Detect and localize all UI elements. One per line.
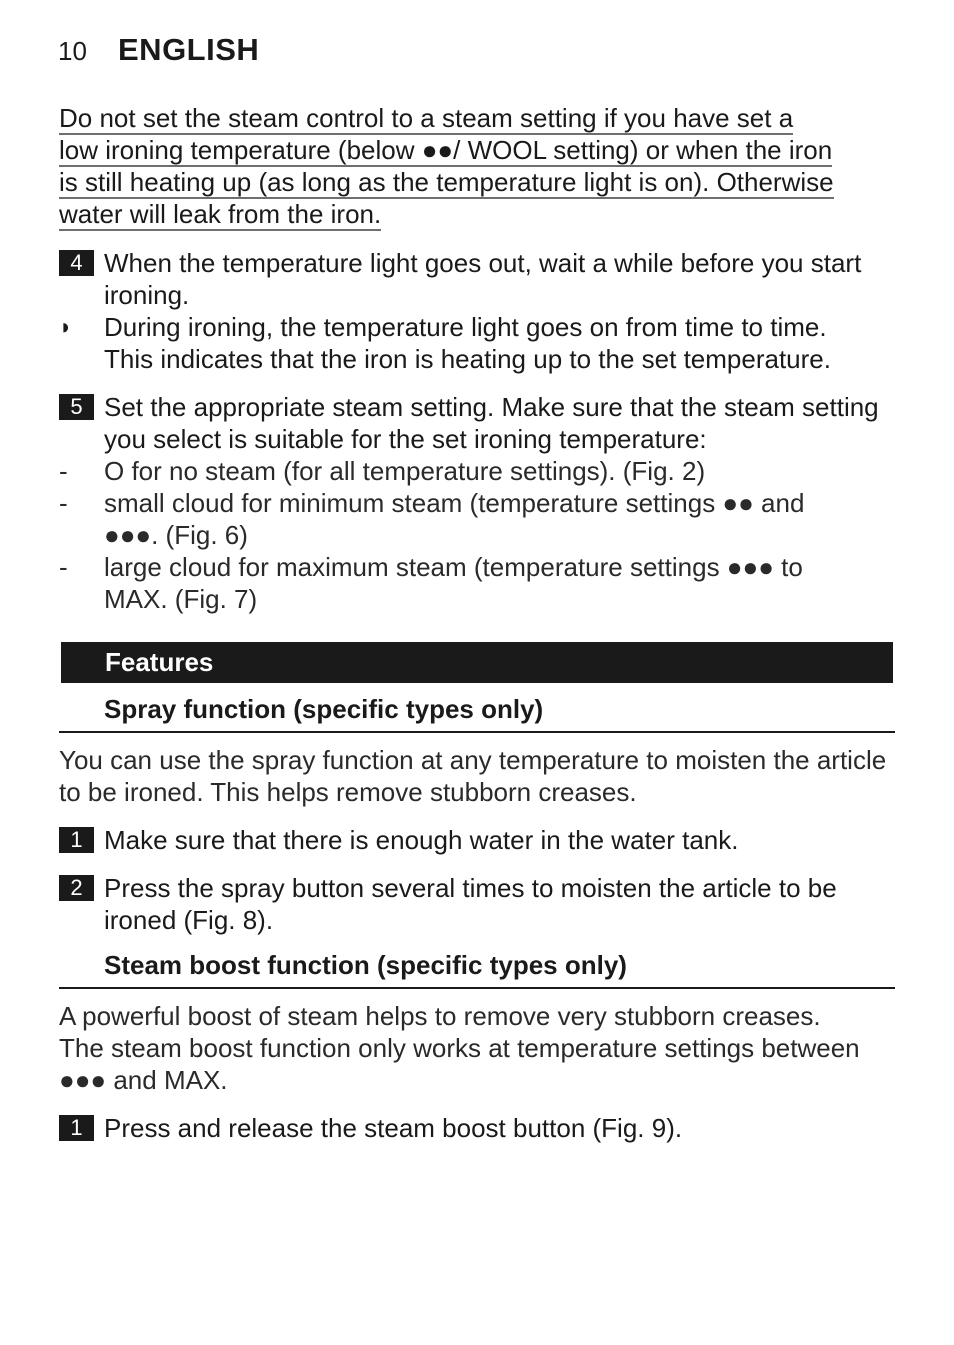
steam-warning bbox=[59, 102, 834, 230]
step-number-badge: 1 bbox=[59, 827, 94, 853]
warning-line: is still heating up (as long as the temperature light is on). Otherwise bbox=[59, 167, 834, 197]
steam-boost-heading bbox=[59, 950, 895, 989]
language-heading: ENGLISH bbox=[118, 32, 260, 67]
features-section-bar bbox=[61, 642, 893, 683]
step-text: ironed (Fig. 8). bbox=[104, 905, 274, 935]
step-5 bbox=[59, 391, 899, 455]
option-text: MAX. (Fig. 7) bbox=[104, 584, 258, 614]
subsection-title: Spray function (specific types only) bbox=[104, 694, 544, 724]
option-text: small cloud for minimum steam (temperature settings ●● and bbox=[104, 488, 805, 518]
step-number-badge: 2 bbox=[59, 875, 94, 901]
note-text: During ironing, the temperature light goes on from time to time. bbox=[104, 312, 827, 342]
intro-line: You can use the spray function at any temperature to moisten the article bbox=[59, 745, 887, 775]
note-text: This indicates that the iron is heating up to the set temperature. bbox=[104, 344, 831, 374]
half-circle-bullet-icon: ◗ bbox=[59, 314, 73, 339]
intro-line: The steam boost function only works at temperature settings between bbox=[59, 1033, 860, 1063]
step-text: ironing. bbox=[104, 280, 190, 310]
note-item bbox=[59, 311, 899, 375]
spray-intro bbox=[59, 744, 899, 808]
intro-line: A powerful boost of steam helps to remove very stubborn creases. bbox=[59, 1001, 821, 1031]
steam-option bbox=[59, 455, 899, 487]
warning-line: low ironing temperature (below ●●/ WOOL setting) or when the iron bbox=[59, 135, 833, 165]
step-text: Set the appropriate steam setting. Make sure that the steam setting bbox=[104, 392, 879, 422]
steam-option bbox=[59, 551, 899, 615]
warning-line: water will leak from the iron. bbox=[59, 199, 382, 229]
step-text: Press and release the steam boost button (Fig. 9). bbox=[104, 1113, 683, 1143]
step-text: Press the spray button several times to moisten the article to be bbox=[104, 873, 837, 903]
step-text: When the temperature light goes out, wait a while before you start bbox=[104, 248, 862, 278]
spray-step-2 bbox=[59, 872, 899, 936]
dash-bullet: - bbox=[59, 552, 68, 582]
warning-line: Do not set the steam control to a steam setting if you have set a bbox=[59, 103, 794, 133]
features-title: Features bbox=[105, 647, 214, 677]
spray-function-heading bbox=[59, 694, 895, 733]
boost-step-1 bbox=[59, 1112, 899, 1144]
step-number-badge: 4 bbox=[59, 250, 94, 276]
option-text: O for no steam (for all temperature settings). (Fig. 2) bbox=[104, 456, 706, 486]
step-4 bbox=[59, 247, 899, 311]
spray-step-1 bbox=[59, 824, 899, 856]
boost-intro bbox=[59, 1000, 899, 1096]
dash-bullet: - bbox=[59, 488, 68, 518]
intro-line: to be ironed. This helps remove stubborn creases. bbox=[59, 777, 637, 807]
page-number: 10 bbox=[58, 36, 87, 66]
step-number-badge: 5 bbox=[59, 394, 94, 420]
step-number-badge: 1 bbox=[59, 1115, 94, 1141]
step-text: you select is suitable for the set ironing temperature: bbox=[104, 424, 707, 454]
step-text: Make sure that there is enough water in the water tank. bbox=[104, 825, 739, 855]
dash-bullet: - bbox=[59, 456, 68, 486]
option-text: large cloud for maximum steam (temperature settings ●●● to bbox=[104, 552, 803, 582]
option-text: ●●●. (Fig. 6) bbox=[104, 520, 248, 550]
subsection-title: Steam boost function (specific types only) bbox=[104, 950, 627, 980]
intro-line: ●●● and MAX. bbox=[59, 1065, 228, 1095]
steam-option bbox=[59, 487, 899, 551]
